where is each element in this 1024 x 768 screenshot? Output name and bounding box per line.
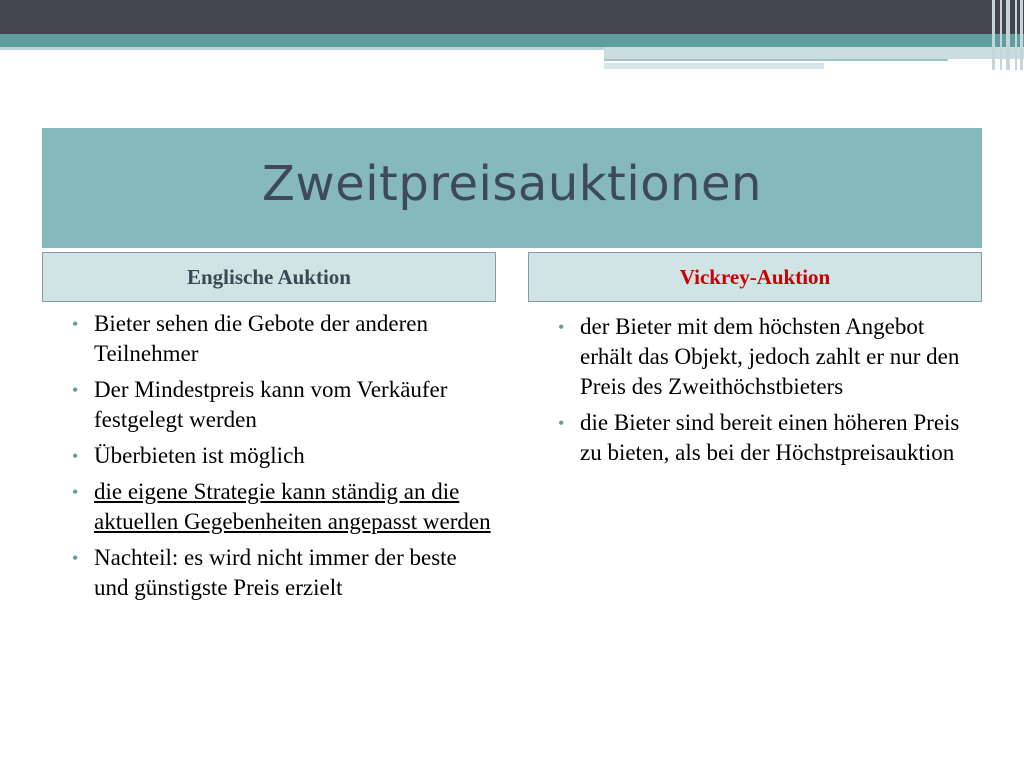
list-item-text: der Bieter mit dem höchsten Angebot erhält das Objekt, jedoch zahlt er nur den Preis des Zweithöchstbieters — [580, 314, 960, 399]
header-vickrey-auktion: Vickrey-Auktion — [528, 252, 982, 302]
list-item — [550, 312, 980, 402]
list-item-text: die Bieter sind bereit einen höheren Preis zu bieten, als bei der Höchstpreisauktion — [580, 410, 960, 465]
right-bullet-list — [550, 312, 980, 474]
left-bullet-list — [64, 309, 494, 609]
header-englische-auktion: Englische Auktion — [42, 252, 496, 302]
top-accent-band — [0, 34, 1024, 47]
slide-title: Zweitpreisauktionen — [262, 156, 762, 212]
bullet-icon: • — [72, 380, 79, 400]
decor-block — [604, 47, 1024, 59]
decor-line — [604, 63, 824, 69]
list-item — [64, 477, 494, 537]
list-item-text: Überbieten ist möglich — [94, 443, 305, 468]
bullet-icon: • — [72, 314, 79, 334]
list-item — [64, 375, 494, 435]
decor-line — [604, 59, 948, 61]
title-band — [42, 128, 982, 248]
list-item — [64, 441, 494, 471]
bullet-icon: • — [558, 317, 565, 337]
decor-vertical-stripes — [988, 0, 1024, 70]
bullet-icon: • — [72, 446, 79, 466]
list-item-text: Der Mindestpreis kann vom Verkäufer festgelegt werden — [94, 377, 448, 432]
list-item-text: Nachteil: es wird nicht immer der beste und günstigste Preis erzielt — [94, 545, 457, 600]
list-item-text: die eigene Strategie kann ständig an die aktuellen Gegebenheiten angepasst werden — [94, 479, 491, 534]
top-decor-bar — [0, 0, 1024, 34]
list-item — [550, 408, 980, 468]
list-item — [64, 309, 494, 369]
decor-line — [0, 47, 604, 50]
bullet-icon: • — [72, 482, 79, 502]
list-item — [64, 543, 494, 603]
bullet-icon: • — [72, 548, 79, 568]
bullet-icon: • — [558, 413, 565, 433]
list-item-text: Bieter sehen die Gebote der anderen Teilnehmer — [94, 311, 428, 366]
